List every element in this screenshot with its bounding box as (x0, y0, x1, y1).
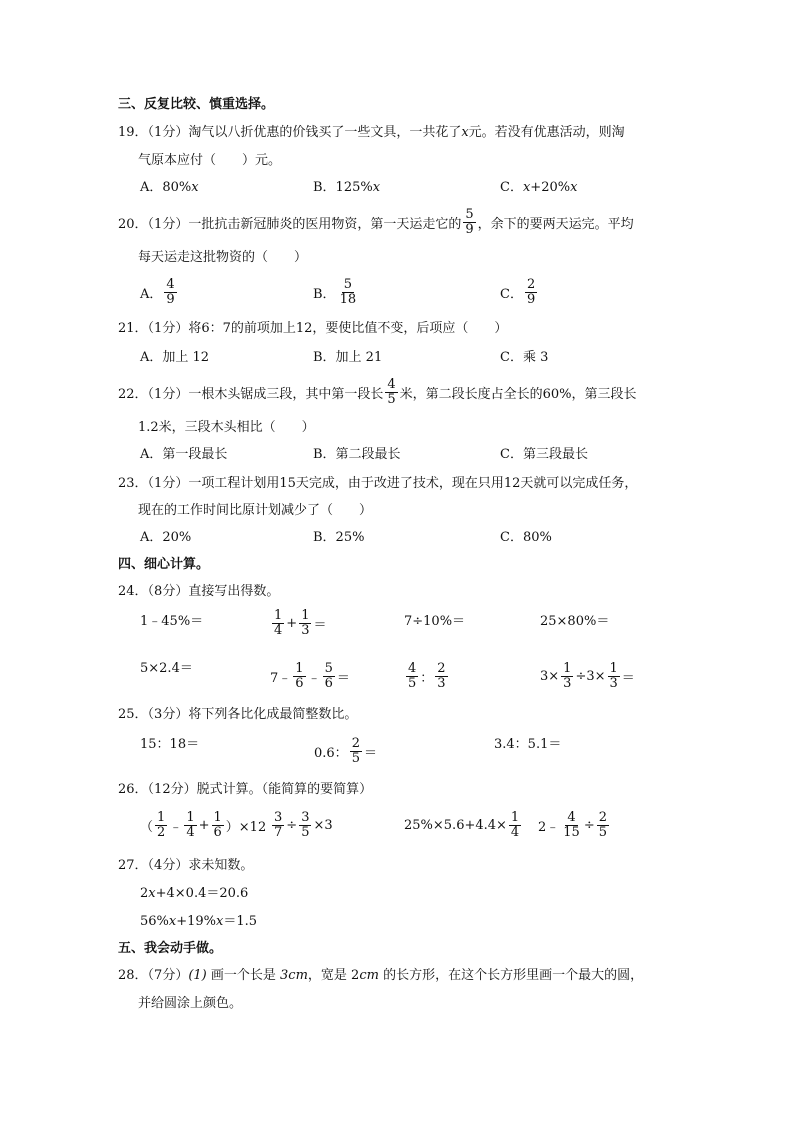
num: 5 (324, 660, 333, 676)
part: +4×0.4＝20.6 (155, 886, 249, 901)
q20-option-c-label: C． (500, 286, 523, 302)
q24-expr-7-frac2 (435, 662, 447, 691)
frac1 (561, 811, 582, 840)
q25-expr-3: 3.4：5.1＝ (494, 737, 562, 752)
section-4-heading: 四、细心计算。 (118, 557, 210, 572)
q24-expr-6 (270, 659, 350, 693)
den: 5 (598, 824, 608, 840)
den: 4 (274, 622, 283, 638)
part: ＝1.5 (223, 914, 258, 929)
var: x (216, 914, 224, 929)
q26-title: 26．（12分）脱式计算。（能简算的要简算） (118, 782, 373, 797)
q28-text-d: 的长方形，在这个长方形里画一个最大的圆， (378, 968, 644, 983)
frac1 (272, 811, 284, 840)
equals: ＝ (363, 745, 377, 761)
q20-line2: 每天运走这批物资的（ ） (138, 250, 308, 265)
num: 1 (295, 660, 304, 676)
prefix: 3× (540, 668, 560, 684)
var: x (168, 914, 177, 929)
q20-text-b: ，余下的要两天运完。平均 (477, 216, 634, 232)
den: 2 (157, 824, 166, 840)
q20-text-a: 20．（1分）一批抗击新冠肺炎的医用物资，第一天运走它的 (118, 216, 462, 232)
q20-option-a-num: 4 (166, 276, 175, 292)
q19-text-b: 元。若没有优惠活动，则淘 (468, 125, 625, 140)
prefix: 2﹣ (538, 819, 560, 835)
num: 4 (567, 809, 576, 825)
q28-unit2: cm (359, 968, 379, 983)
q19-option-c-var2: x (570, 180, 578, 195)
q20-option-b-fraction (338, 278, 359, 307)
q24-expr-2-frac2 (299, 609, 311, 638)
q26-expr-1 (140, 808, 266, 842)
den: 4 (510, 824, 520, 840)
operator: + (286, 615, 298, 631)
q19-option-b-text: B．125% (313, 180, 373, 195)
q28-line1 (118, 968, 643, 984)
q24-expr-8-frac1 (561, 662, 573, 691)
equals: ＝ (336, 670, 350, 686)
num: 2 (437, 660, 446, 676)
q28-unit1: cm (288, 968, 308, 983)
frac2 (597, 811, 609, 840)
frac1 (155, 811, 167, 840)
part: 2 (140, 886, 149, 901)
q22-option-c: C．第三段最长 (500, 447, 588, 462)
num: 4 (408, 660, 417, 676)
den: 5 (351, 750, 360, 766)
q20-option-c-fraction (525, 278, 537, 307)
q22-line2: 1.2米，三段木头相比（ ） (138, 420, 315, 435)
q20-option-b-den: 18 (339, 291, 357, 307)
q28-subnumber: (1) (188, 968, 207, 983)
q23-option-a: A．20% (140, 530, 192, 545)
den: 6 (324, 675, 333, 691)
num: 2 (598, 809, 608, 825)
q28-text-c: ，宽是 (307, 968, 352, 983)
q19-option-b (313, 180, 380, 196)
q19-var: x (461, 125, 469, 140)
q24-expr-7 (404, 659, 450, 693)
q25-title: 25．（3分）将下列各比化成最简整数比。 (118, 707, 358, 722)
den: 6 (295, 675, 304, 691)
q28-text-b: 画一个长是 (206, 968, 281, 983)
num: 1 (274, 607, 283, 623)
q19-option-c-var1: x (522, 180, 531, 195)
q22-text-a: 22．（1分）一根木头锯成三段，其中第一段长 (118, 386, 384, 402)
q20-line1 (118, 205, 634, 239)
open-paren: （ (140, 819, 154, 835)
q19-line1 (118, 125, 625, 141)
q28-length: 3 (280, 968, 289, 983)
q20-option-a-label: A． (140, 286, 163, 302)
operator: ﹣ (307, 670, 321, 686)
q20-option-c-den: 9 (526, 291, 536, 307)
q19-option-a-text: A．80% (140, 180, 192, 195)
q22-fraction-den: 5 (387, 391, 396, 407)
q22-option-b: B．第二段最长 (313, 447, 401, 462)
q19-option-a-var: x (191, 180, 199, 195)
frac2 (184, 811, 196, 840)
q20-fraction-den: 9 (465, 221, 474, 237)
den: 6 (213, 824, 222, 840)
part: +19% (176, 914, 217, 929)
q28-width: 2 (351, 968, 360, 983)
q22-text-b: 米，第二段长度占全长的60%，第三段长 (399, 386, 637, 402)
num: 1 (213, 809, 222, 825)
q24-expr-1: 1﹣45%＝ (140, 614, 204, 629)
den: 4 (186, 824, 195, 840)
q19-text-a: 19．（1分）淘气以八折优惠的价钱买了一些文具，一共花了 (118, 125, 462, 140)
operator: ÷ (286, 817, 298, 833)
num: 2 (351, 735, 360, 751)
q27-equation-1 (140, 886, 248, 902)
q20-option-a-den: 9 (166, 291, 175, 307)
q20-fraction-num: 5 (465, 206, 474, 222)
operator: ： (420, 670, 434, 686)
frac (509, 811, 521, 840)
q20-option-c-num: 2 (526, 276, 536, 292)
q20-option-b (313, 275, 360, 309)
q20-option-b-num: 5 (343, 276, 352, 292)
num: 3 (301, 809, 310, 825)
operator: ÷ (583, 817, 595, 833)
q24-expr-7-frac1 (406, 662, 418, 691)
prefix: 25%×5.6+4.4× (404, 817, 507, 833)
q24-expr-5: 5×2.4＝ (140, 661, 193, 676)
q28-line2: 并给圆涂上颜色。 (138, 996, 243, 1011)
q26-expr-4 (538, 808, 611, 842)
q22-option-a: A．第一段最长 (140, 447, 228, 462)
q23-option-c: C．80% (500, 530, 552, 545)
den: 5 (301, 824, 310, 840)
equals: ＝ (313, 617, 327, 633)
q26-expr-3 (404, 808, 523, 842)
q28-prefix: 28．（7分） (118, 968, 189, 983)
q19-line2: 气原本应付（ ）元。 (138, 153, 282, 168)
q25-expr-1: 15：18＝ (140, 737, 200, 752)
num: 1 (609, 660, 618, 676)
section-3-heading: 三、反复比较、慎重选择。 (118, 97, 275, 112)
q27-equation-2 (140, 914, 257, 930)
q24-expr-2 (270, 606, 326, 640)
var: x (148, 886, 156, 901)
den: 5 (408, 675, 417, 691)
q19-option-c-mid: +20% (530, 180, 571, 195)
den: 3 (609, 675, 618, 691)
den: 15 (563, 824, 580, 840)
q25-expr-2-frac (350, 737, 362, 766)
suffix: ×3 (313, 817, 333, 833)
equals: ＝ (621, 670, 635, 686)
frac2 (299, 811, 311, 840)
q20-fraction (463, 208, 475, 237)
part: 56% (140, 914, 169, 929)
middle: ÷3× (575, 668, 606, 684)
q20-option-a-fraction (164, 278, 176, 307)
q24-expr-6-frac2 (323, 662, 335, 691)
q19-option-c-text: C． (500, 180, 523, 195)
q21-option-b: B．加上 21 (313, 350, 383, 365)
den: 7 (274, 824, 283, 840)
q24-expr-2-frac1 (272, 609, 284, 638)
num: 3 (274, 809, 283, 825)
q24-expr-8-frac2 (608, 662, 620, 691)
q19-option-a (140, 180, 199, 196)
close-paren: ）×12 (225, 819, 267, 835)
operator: + (198, 817, 210, 833)
den: 3 (437, 675, 446, 691)
num: 1 (301, 607, 310, 623)
operator: ﹣ (169, 819, 183, 835)
section-5-heading: 五、我会动手做。 (118, 941, 223, 956)
q21-option-c: C．乘 3 (500, 350, 549, 365)
num: 1 (510, 809, 520, 825)
q23-line1: 23．（1分）一项工程计划用15天完成，由于改进了技术，现在只用12天就可以完成任务， (118, 476, 638, 491)
prefix: 0.6： (314, 745, 348, 761)
q19-option-b-var: x (372, 180, 381, 195)
den: 3 (563, 675, 572, 691)
q27-title: 27．（4分）求未知数。 (118, 858, 254, 873)
q22-fraction (385, 378, 397, 407)
q19-option-c (500, 180, 577, 196)
q20-option-a (140, 275, 179, 309)
q26-expr-2 (270, 808, 333, 842)
q24-expr-6-frac1 (293, 662, 305, 691)
q25-expr-2 (314, 734, 377, 768)
q24-expr-8 (540, 659, 635, 693)
num: 1 (186, 809, 195, 825)
num: 1 (157, 809, 166, 825)
q24-expr-4: 25×80%＝ (540, 614, 610, 629)
prefix: 7﹣ (270, 670, 292, 686)
q23-option-b: B．25% (313, 530, 365, 545)
q20-option-b-label: B． (313, 286, 336, 302)
q24-title: 24．（8分）直接写出得数。 (118, 584, 280, 599)
frac3 (212, 811, 224, 840)
q23-line2: 现在的工作时间比原计划减少了（ ） (138, 503, 373, 518)
den: 3 (301, 622, 310, 638)
q22-fraction-num: 4 (387, 376, 396, 392)
q24-expr-3: 7÷10%＝ (404, 614, 466, 629)
num: 1 (563, 660, 572, 676)
q21-line1: 21．（1分）将6：7的前项加上12，要使比值不变，后项应（ ） (118, 321, 508, 336)
q20-option-c (500, 275, 539, 309)
q22-line1 (118, 375, 637, 409)
q21-option-a: A．加上 12 (140, 350, 210, 365)
